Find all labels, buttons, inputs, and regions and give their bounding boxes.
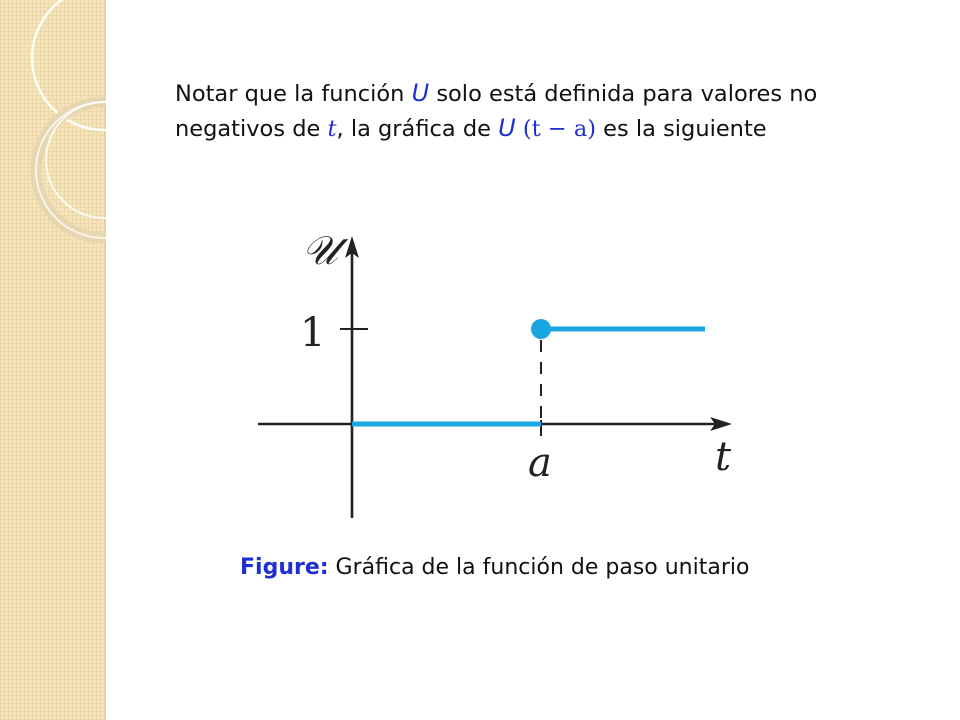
x-tick-label: a <box>528 440 552 486</box>
jump-point-filled <box>531 319 551 339</box>
intro-line2-mid: , la gráfica de <box>336 116 499 142</box>
figure-caption <box>240 555 749 580</box>
intro-line1-before: Notar que la función <box>175 81 412 107</box>
intro-line2-before: negativos de <box>175 116 328 142</box>
intro-line2-after: es la siguiente <box>596 116 767 142</box>
caption-label: Figure: <box>240 555 329 580</box>
caption-text: Gráfica de la función de paso unitario <box>328 555 750 580</box>
shifted-argument: (t − a) <box>515 116 597 142</box>
unit-step-symbol: U <box>411 79 430 107</box>
unit-step-symbol-2: U <box>498 114 516 142</box>
intro-line1-after: solo está definida para valores no <box>429 81 818 107</box>
x-axis-label: t <box>715 434 732 480</box>
variable-t: t <box>327 116 337 142</box>
y-tick-label: 1 <box>300 310 326 356</box>
y-axis-label: 𝒰 <box>302 228 338 274</box>
